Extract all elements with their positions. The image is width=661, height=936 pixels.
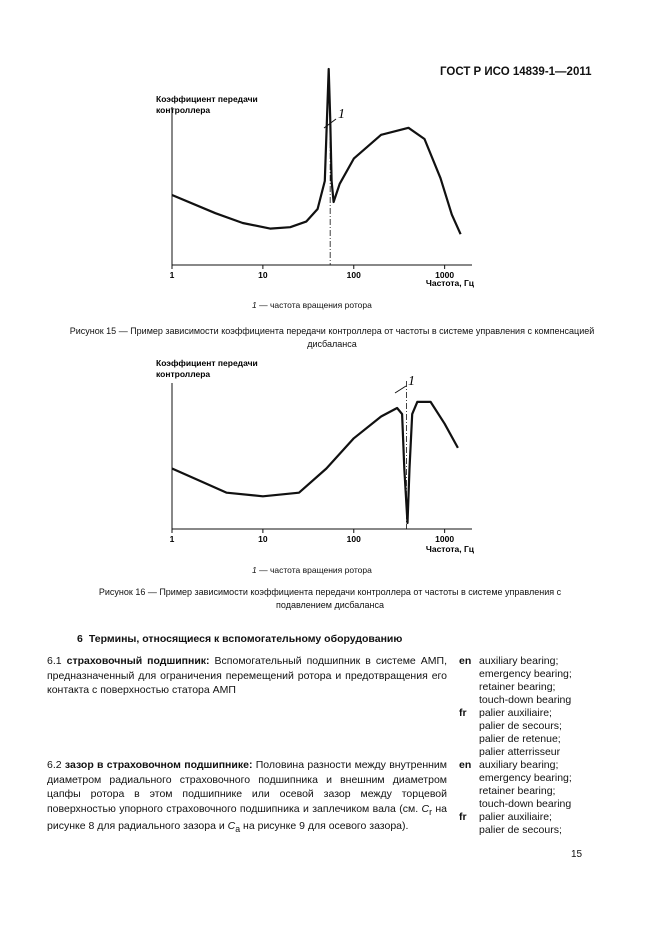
page-number: 15 — [571, 849, 583, 860]
en-term: retainer bearing; — [479, 680, 556, 693]
x-tick-label: 1 — [169, 534, 175, 544]
document-header: ГОСТ Р ИСО 14839-1—2011 — [440, 66, 592, 78]
en-term: auxiliary bearing; — [479, 759, 559, 771]
term-number: 6.1 — [47, 655, 62, 667]
figure-16-legend — [252, 565, 372, 575]
y-axis-label-line-2: контроллера — [156, 369, 211, 379]
term-name: страховочный подшипник: — [66, 655, 210, 667]
en-term: touch-down bearing — [479, 693, 572, 706]
term-definition-part-2: на рисунке 8 для радиального зазора и — [47, 802, 447, 833]
section-number: 6 — [77, 633, 83, 645]
x-tick-label: 1000 — [435, 534, 455, 544]
section-heading — [77, 633, 402, 645]
lang-code-fr: fr — [459, 811, 467, 823]
term-number: 6.2 — [47, 759, 62, 771]
marker-label: 1 — [338, 107, 345, 122]
en-term: touch-down bearing — [479, 797, 572, 810]
fr-term: palier auxiliaire; — [479, 811, 552, 823]
fr-term: palier de secours; — [479, 719, 562, 732]
lang-code-fr: fr — [459, 707, 467, 719]
term-6-1 — [47, 654, 447, 698]
figure-15-caption: Рисунок 15 — Пример зависимости коэффициента передачи контроллера от частоты в системе управления с компенсацией дисбаланса — [69, 326, 595, 349]
x-tick-label: 100 — [346, 534, 361, 544]
y-axis-label-line-2: контроллера — [156, 105, 211, 115]
x-tick-label: 1000 — [435, 270, 455, 280]
en-terms — [479, 759, 572, 811]
marker-leader-line — [395, 386, 406, 393]
en-term: auxiliary bearing; — [479, 655, 559, 667]
fr-term: palier atterrisseur — [479, 745, 561, 758]
en-term: retainer bearing; — [479, 784, 556, 797]
en-terms — [479, 655, 572, 707]
en-term: emergency bearing; — [479, 667, 572, 680]
symbol-c: C — [227, 820, 236, 833]
term-name: зазор в страховочном подшипнике: — [64, 759, 253, 771]
gain-curve — [172, 402, 458, 523]
fr-terms — [479, 707, 562, 759]
y-axis-label-line-1: Коэффициент передачи — [156, 94, 258, 104]
lang-code-en: en — [459, 655, 472, 667]
legend-number: 1 — [252, 300, 257, 310]
lang-code-en: en — [459, 759, 472, 771]
legend-text: — частота вращения ротора — [259, 565, 372, 575]
x-tick-label: 10 — [258, 270, 268, 280]
legend-text: — частота вращения ротора — [259, 300, 372, 310]
fr-term: palier auxiliaire; — [479, 707, 552, 719]
symbol-subscript: a — [235, 824, 241, 835]
term-definition-part-3: на рисунке 9 для осевого зазора). — [243, 820, 409, 833]
en-term: emergency bearing; — [479, 771, 572, 784]
fr-term: palier de retenue; — [479, 732, 561, 745]
fr-term: palier de secours; — [479, 823, 562, 836]
section-title: Термины, относящиеся к вспомогательному оборудованию — [88, 633, 403, 645]
x-tick-label: 100 — [346, 270, 361, 280]
x-tick-label: 1 — [169, 270, 175, 280]
x-axis-label: Частота, Гц — [425, 544, 474, 554]
symbol-subscript: r — [429, 806, 432, 817]
y-axis-label-line-1: Коэффициент передачи — [156, 358, 258, 368]
symbol-c: C — [421, 802, 430, 815]
legend-number: 1 — [252, 565, 257, 575]
fr-terms — [479, 811, 562, 837]
x-tick-label: 10 — [258, 534, 268, 544]
term-definition-part-1: Половина разности между внутренним диаметром радиального страховочного подшипника и внешним диаметром цапфы ротора в этом подшипнике или осевой зазор между торцевой поверхностью упорного страховочного подшипника и заплечиком вала (см. — [47, 759, 448, 815]
figure-16-caption: Рисунок 16 — Пример зависимости коэффициента передачи контроллера от частоты в системе управления с подавлением дисбаланса — [98, 587, 562, 610]
term-definition: Вспомогательный подшипник в системе АМП, предназначенный для ограничения перемещений ротора и предотвращения его контакта с поверхностью статора АМП — [47, 655, 447, 696]
marker-label: 1 — [408, 374, 415, 389]
term-6-2 — [47, 758, 447, 837]
x-axis-label: Частота, Гц — [425, 278, 474, 288]
